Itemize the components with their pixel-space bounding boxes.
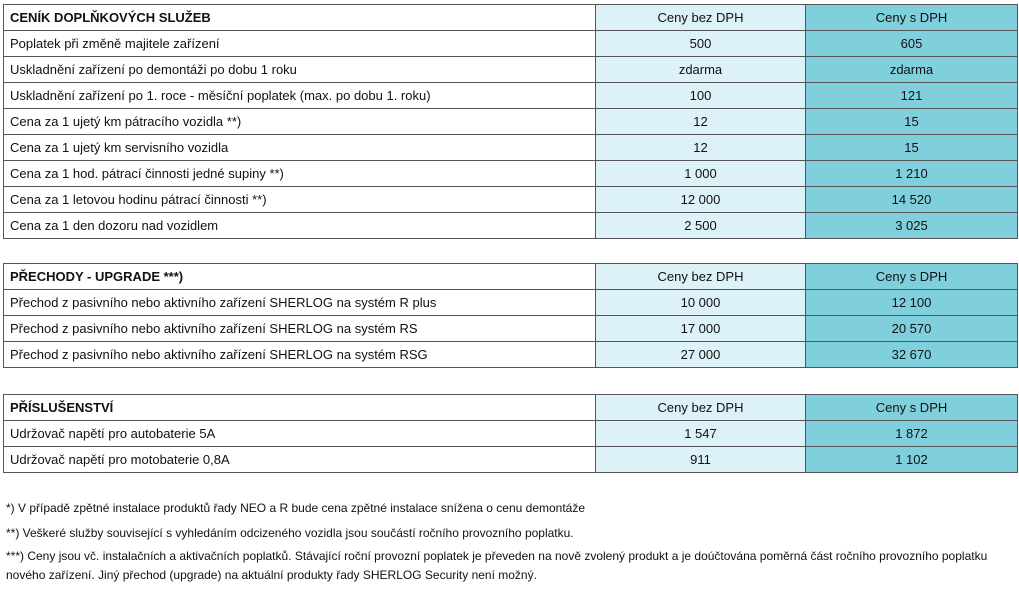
item-label: Uskladnění zařízení po 1. roce - měsíční poplatek (max. po dobu 1. roku) bbox=[4, 83, 596, 109]
price-net: 12 bbox=[596, 109, 806, 135]
column-header-gross: Ceny s DPH bbox=[806, 5, 1018, 31]
section-title: PŘECHODY - UPGRADE ***) bbox=[4, 264, 596, 290]
price-gross: 32 670 bbox=[806, 342, 1018, 368]
price-net: 12 000 bbox=[596, 187, 806, 213]
price-gross: 15 bbox=[806, 135, 1018, 161]
price-gross: 121 bbox=[806, 83, 1018, 109]
column-header-net: Ceny bez DPH bbox=[596, 264, 806, 290]
table-header-row bbox=[4, 5, 1018, 31]
section-title: CENÍK DOPLŇKOVÝCH SLUŽEB bbox=[4, 5, 596, 31]
item-label: Cena za 1 hod. pátrací činnosti jedné supiny **) bbox=[4, 161, 596, 187]
table-row bbox=[4, 213, 1018, 239]
table-row bbox=[4, 421, 1018, 447]
table-header-row bbox=[4, 395, 1018, 421]
table-row bbox=[4, 83, 1018, 109]
table-row bbox=[4, 187, 1018, 213]
item-label: Přechod z pasivního nebo aktivního zařízení SHERLOG na systém R plus bbox=[4, 290, 596, 316]
item-label: Cena za 1 letovou hodinu pátrací činnosti **) bbox=[4, 187, 596, 213]
price-gross: 14 520 bbox=[806, 187, 1018, 213]
table-row bbox=[4, 109, 1018, 135]
item-label: Cena za 1 ujetý km servisního vozidla bbox=[4, 135, 596, 161]
footnote-1 bbox=[6, 499, 1011, 518]
item-label: Uskladnění zařízení po demontáži po dobu 1 roku bbox=[4, 57, 596, 83]
item-label: Přechod z pasivního nebo aktivního zařízení SHERLOG na systém RSG bbox=[4, 342, 596, 368]
table-row bbox=[4, 290, 1018, 316]
price-gross: zdarma bbox=[806, 57, 1018, 83]
price-net: 1 547 bbox=[596, 421, 806, 447]
price-net: 17 000 bbox=[596, 316, 806, 342]
price-net: 1 000 bbox=[596, 161, 806, 187]
price-net: 10 000 bbox=[596, 290, 806, 316]
price-gross: 1 872 bbox=[806, 421, 1018, 447]
table-row bbox=[4, 57, 1018, 83]
footnote-3 bbox=[6, 547, 1011, 585]
services-price-table bbox=[3, 4, 1018, 239]
price-gross: 12 100 bbox=[806, 290, 1018, 316]
price-gross: 605 bbox=[806, 31, 1018, 57]
section-title: PŘÍSLUŠENSTVÍ bbox=[4, 395, 596, 421]
price-net: 27 000 bbox=[596, 342, 806, 368]
price-net: 2 500 bbox=[596, 213, 806, 239]
item-label: Poplatek při změně majitele zařízení bbox=[4, 31, 596, 57]
price-net: 500 bbox=[596, 31, 806, 57]
table-row bbox=[4, 135, 1018, 161]
table-row bbox=[4, 342, 1018, 368]
footnote-text: *) V případě zpětné instalace produktů řady NEO a R bude cena zpětné instalace snížena o cenu demontáže bbox=[6, 501, 586, 515]
price-gross: 15 bbox=[806, 109, 1018, 135]
table-header-row bbox=[4, 264, 1018, 290]
price-net: 100 bbox=[596, 83, 806, 109]
table-row bbox=[4, 316, 1018, 342]
upgrades-price-table bbox=[3, 263, 1018, 368]
column-header-net: Ceny bez DPH bbox=[596, 5, 806, 31]
table-row bbox=[4, 31, 1018, 57]
price-gross: 1 102 bbox=[806, 447, 1018, 473]
footnote-2 bbox=[6, 524, 1011, 543]
footnote-text: ***) Ceny jsou vč. instalačních a aktivačních poplatků. Stávající roční provozní poplatek je převeden na nově zvolený produkt a je doúčtována poměrná část ročního provozního poplatku nového zařízení. Jiný přechod (upgrade) na aktuální produkty řady SHERLOG Security není možný. bbox=[6, 549, 988, 582]
price-net: zdarma bbox=[596, 57, 806, 83]
item-label: Přechod z pasivního nebo aktivního zařízení SHERLOG na systém RS bbox=[4, 316, 596, 342]
price-net: 12 bbox=[596, 135, 806, 161]
item-label: Udržovač napětí pro autobaterie 5A bbox=[4, 421, 596, 447]
price-gross: 20 570 bbox=[806, 316, 1018, 342]
item-label: Cena za 1 den dozoru nad vozidlem bbox=[4, 213, 596, 239]
price-gross: 3 025 bbox=[806, 213, 1018, 239]
column-header-gross: Ceny s DPH bbox=[806, 264, 1018, 290]
item-label: Udržovač napětí pro motobaterie 0,8A bbox=[4, 447, 596, 473]
column-header-gross: Ceny s DPH bbox=[806, 395, 1018, 421]
accessories-price-table bbox=[3, 394, 1018, 473]
price-net: 911 bbox=[596, 447, 806, 473]
table-row bbox=[4, 447, 1018, 473]
footnote-text: **) Veškeré služby související s vyhledáním odcizeného vozidla jsou součástí ročního provozního poplatku. bbox=[6, 526, 574, 540]
price-gross: 1 210 bbox=[806, 161, 1018, 187]
item-label: Cena za 1 ujetý km pátracího vozidla **) bbox=[4, 109, 596, 135]
table-row bbox=[4, 161, 1018, 187]
column-header-net: Ceny bez DPH bbox=[596, 395, 806, 421]
